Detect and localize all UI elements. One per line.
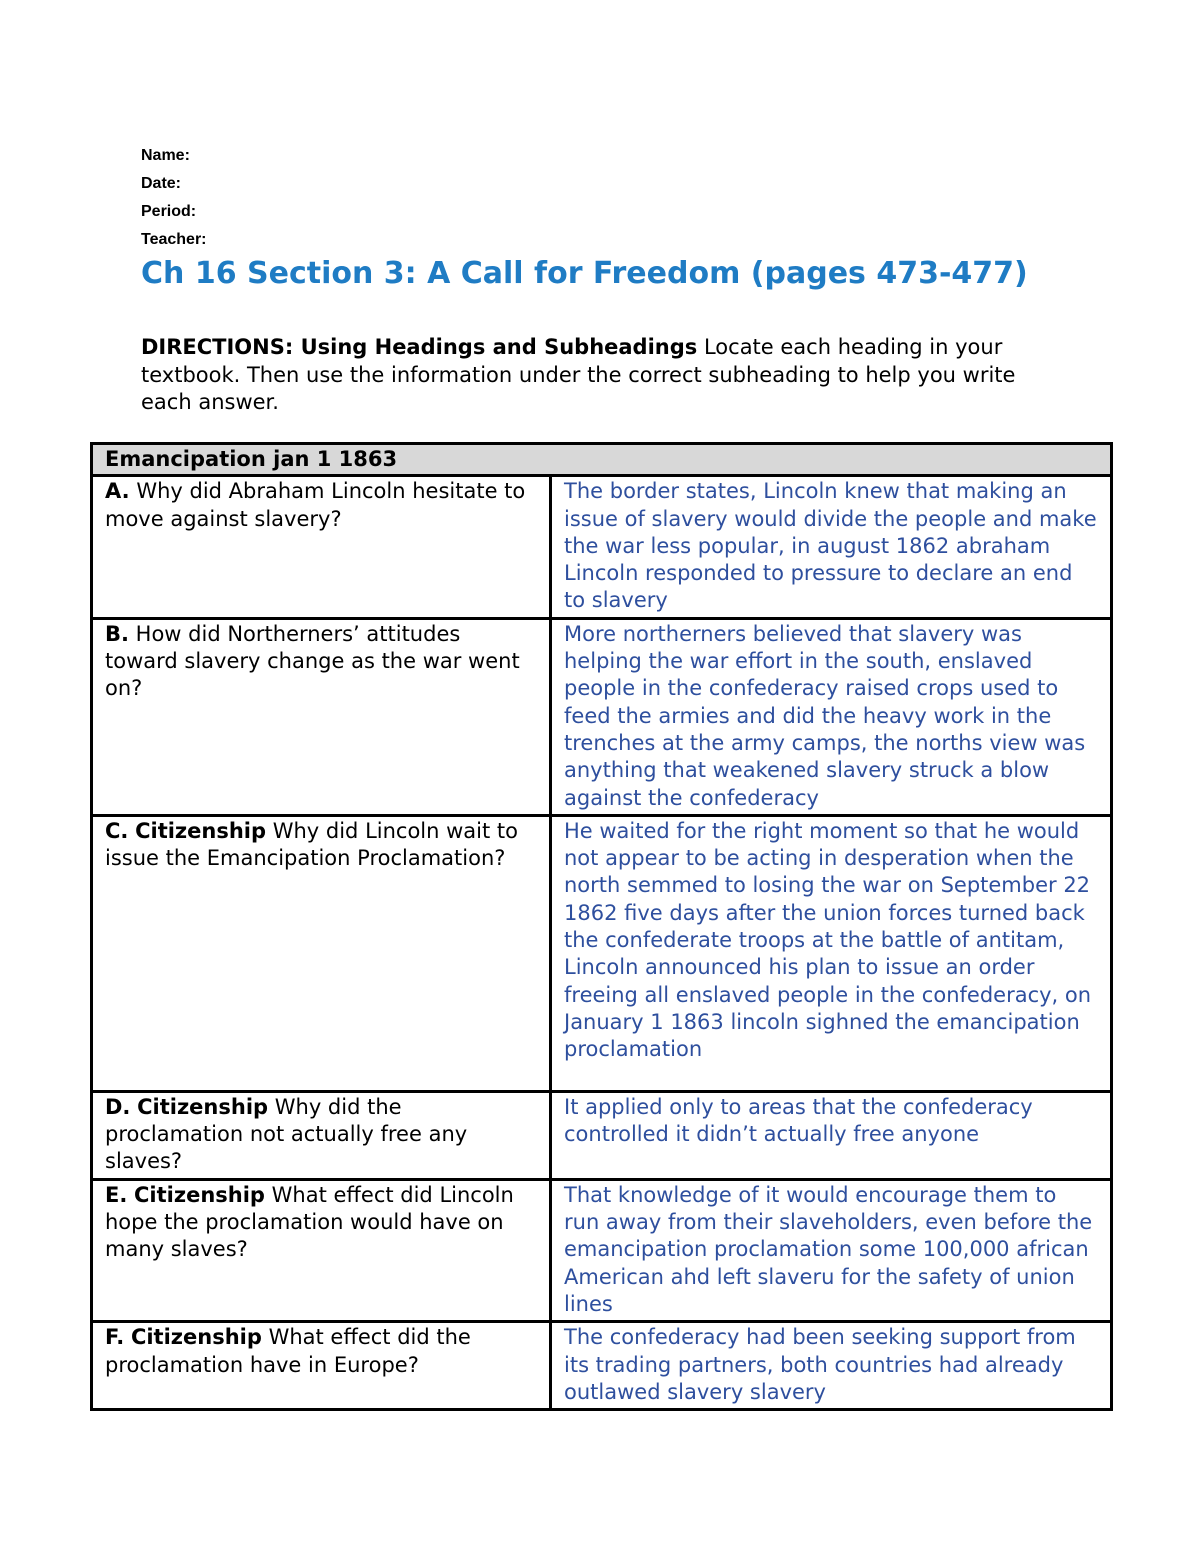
period-label: Period:: [141, 203, 197, 220]
question-letter: D.: [105, 1094, 131, 1119]
question-topic: Citizenship: [130, 1325, 262, 1350]
answer-cell: It applied only to areas that the confederacy controlled it didn’t actually free anyone: [551, 1091, 1112, 1179]
table-row: [92, 476, 1112, 618]
question-text: Why did the proclamation not actually free any slaves?: [105, 1094, 468, 1174]
table-header: Emancipation jan 1 1863: [92, 444, 1112, 476]
worksheet-table: [90, 442, 1113, 1411]
question-cell: [92, 1091, 551, 1179]
question-letter: C.: [105, 818, 129, 843]
question-cell: [92, 815, 551, 1091]
table-header-row: [92, 444, 1112, 476]
date-label: Date:: [141, 175, 182, 192]
directions: [141, 334, 1061, 417]
directions-text: Locate each heading in your textbook. Then use the information under the correct subheading to help you write each answer.: [141, 335, 1016, 414]
table-row: [92, 1179, 1112, 1321]
table-row: [92, 1322, 1112, 1410]
question-cell: [92, 476, 551, 618]
question-letter: A.: [105, 479, 130, 504]
question-letter: E.: [105, 1182, 128, 1207]
question-text: What effect did Lincoln hope the proclamation would have on many slaves?: [105, 1182, 514, 1262]
teacher-label: Teacher:: [141, 231, 207, 248]
answer-cell: The border states, Lincoln knew that making an issue of slavery would divide the people and make the war less popular, in august 1862 abraham Lincoln responded to pressure to declare an end to slavery: [551, 476, 1112, 618]
question-text: How did Northerners’ attitudes toward slavery change as the war went on?: [105, 621, 520, 701]
directions-heading: DIRECTIONS: Using Headings and Subheadings: [141, 335, 698, 359]
answer-cell: More northerners believed that slavery was helping the war effort in the south, enslaved people in the confederacy raised crops used to feed the armies and did the heavy work in the trenches at the army camps, the norths view was anything that weakened slavery struck a blow against the confederacy: [551, 618, 1112, 815]
answer-cell: He waited for the right moment so that he would not appear to be acting in desperation when the north semmed to losing the war on September 22 1862 five days after the union forces turned back the confederate troops at the battle of antitam, Lincoln announced his plan to issue an order freeing all enslaved people in the confederacy, on January 1 1863 lincoln sighned the emancipation proclamation: [551, 815, 1112, 1091]
question-topic: Citizenship: [134, 1182, 265, 1207]
page-title: Ch 16 Section 3: A Call for Freedom (pages 473-477): [141, 256, 1028, 291]
question-letter: F.: [105, 1325, 125, 1350]
table-row: [92, 815, 1112, 1091]
question-cell: [92, 1179, 551, 1321]
question-text: What effect did the proclamation have in Europe?: [105, 1325, 471, 1377]
question-text: Why did Lincoln wait to issue the Emancipation Proclamation?: [105, 818, 518, 871]
question-cell: [92, 1322, 551, 1410]
answer-cell: The confederacy had been seeking support from its trading partners, both countries had already outlawed slavery slavery: [551, 1322, 1112, 1410]
question-letter: B.: [105, 621, 129, 646]
table-row: [92, 1091, 1112, 1179]
question-cell: [92, 618, 551, 815]
answer-cell: That knowledge of it would encourage them to run away from their slaveholders, even before the emancipation proclamation some 100,000 african American ahd left slaveru for the safety of union lines: [551, 1179, 1112, 1321]
question-topic: Citizenship: [137, 1094, 269, 1119]
table-row: [92, 618, 1112, 815]
question-text: Why did Abraham Lincoln hesitate to move against slavery?: [105, 479, 526, 531]
name-label: Name:: [141, 147, 190, 164]
question-topic: Citizenship: [135, 818, 267, 843]
